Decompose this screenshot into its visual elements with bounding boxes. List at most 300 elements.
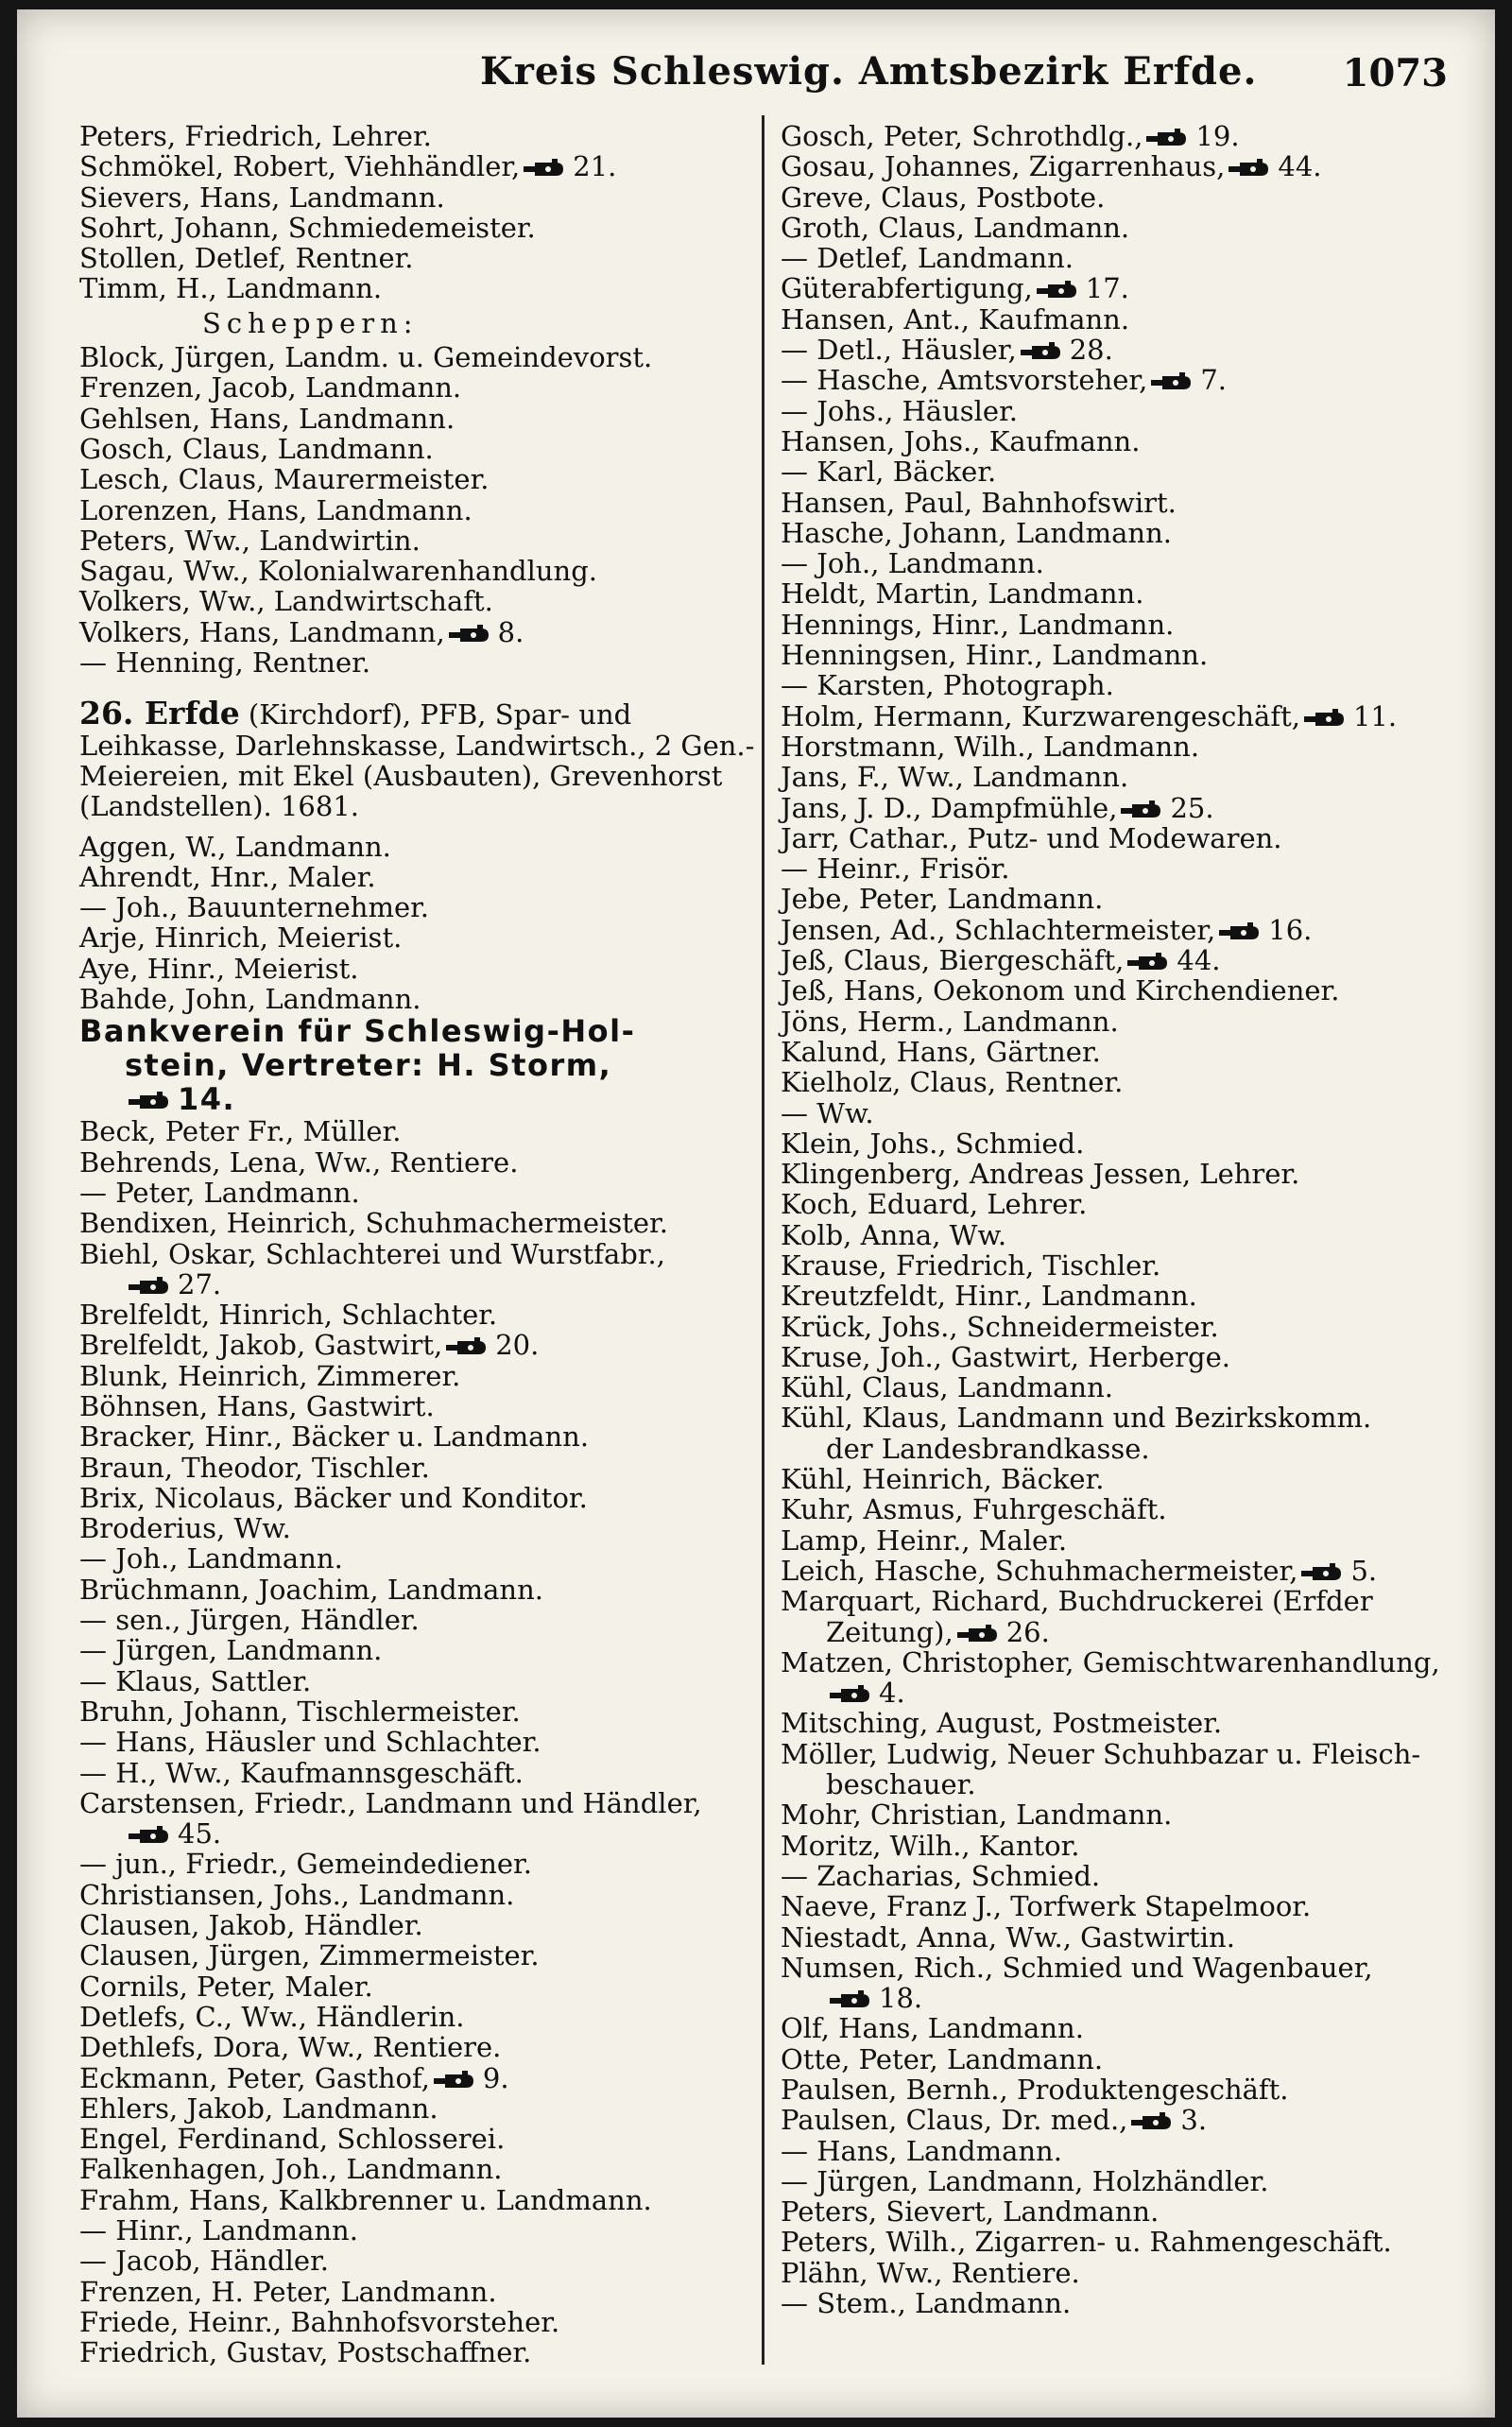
- directory-entry: [79, 2246, 747, 2276]
- directory-entry: [781, 273, 1470, 303]
- entry-text: Krück, Johs., Schneidermeister.: [781, 1310, 1219, 1343]
- entry-text: Cornils, Peter, Maler.: [79, 1970, 373, 2003]
- directory-entry: [79, 2154, 747, 2184]
- entry-text: Bruhn, Johann, Tischlermeister.: [79, 1695, 521, 1728]
- entry-text: — Jürgen, Landmann, Holzhändler.: [781, 2164, 1269, 2197]
- directory-entry: [781, 1007, 1470, 1037]
- directory-entry: [79, 2185, 747, 2215]
- entry-text: Böhnsen, Hans, Gastwirt.: [79, 1389, 435, 1422]
- directory-entry: [79, 2093, 747, 2124]
- directory-entry: [79, 273, 747, 303]
- telephone-hand-icon: [1219, 922, 1263, 943]
- directory-page: [17, 9, 1495, 2418]
- directory-entry: [781, 2013, 1470, 2043]
- directory-entry: [781, 2166, 1470, 2196]
- entry-text: Peters, Friedrich, Lehrer.: [79, 120, 432, 152]
- directory-entry: [781, 518, 1470, 548]
- directory-entry: [79, 1971, 747, 2002]
- entry-text: Falkenhagen, Joh., Landmann.: [79, 2153, 503, 2186]
- entry-text: Krause, Friedrich, Tischler.: [781, 1248, 1161, 1282]
- directory-entry: [79, 434, 747, 464]
- directory-entry: [79, 1758, 747, 1788]
- phone-number: 28.: [1069, 334, 1113, 367]
- telephone-hand-icon: [830, 1685, 873, 1706]
- entry-text: — Heinr., Frisör.: [781, 852, 1010, 886]
- entry-text: Kühl, Klaus, Landmann und Bezirkskomm.: [781, 1402, 1372, 1435]
- phone-number: 4.: [879, 1677, 905, 1710]
- right-column: [781, 121, 1470, 2318]
- directory-entry: [781, 701, 1470, 732]
- directory-entry: [79, 1421, 747, 1452]
- directory-entry: [781, 915, 1470, 945]
- directory-entry: [79, 182, 747, 213]
- entry-text: Kühl, Heinrich, Bäcker.: [781, 1463, 1105, 1496]
- entry-text: Detlefs, C., Ww., Händlerin.: [79, 2000, 465, 2033]
- directory-entry: [781, 2288, 1470, 2318]
- directory-entry: [79, 617, 747, 647]
- entry-text: Mitsching, August, Postmeister.: [781, 1707, 1223, 1740]
- directory-entry: [781, 1831, 1470, 1861]
- directory-entry: [79, 1178, 747, 1208]
- phone-number: 44.: [1177, 944, 1221, 977]
- entry-text: Arje, Hinrich, Meierist.: [79, 921, 403, 955]
- entry-text: — Jacob, Händler.: [79, 2245, 329, 2278]
- telephone-hand-icon: [1037, 281, 1080, 301]
- directory-entry: [781, 1342, 1470, 1372]
- directory-entry: [79, 1788, 747, 1818]
- entry-text: Volkers, Ww., Landwirtschaft.: [79, 585, 493, 618]
- directory-entry: [79, 464, 747, 494]
- telephone-hand-icon: [1131, 2112, 1175, 2133]
- directory-entry: [79, 1849, 747, 1879]
- directory-entry: [79, 2063, 747, 2093]
- entry-text: Beck, Peter Fr., Müller.: [79, 1115, 402, 1148]
- entry-text: Sagau, Ww., Kolonialwarenhandlung.: [79, 555, 597, 588]
- directory-entry: [79, 1575, 747, 1605]
- entry-text: — Peter, Landmann.: [79, 1176, 360, 1209]
- directory-entry: [781, 1403, 1470, 1433]
- entry-text: Hansen, Paul, Bahnhofswirt.: [781, 486, 1177, 519]
- directory-entry: [781, 1617, 1470, 1647]
- entry-text: Leihkasse, Darlehnskasse, Landwirtsch., 2 Gen.-: [79, 729, 755, 762]
- directory-entry: [781, 1098, 1470, 1128]
- entry-text: Klingenberg, Andreas Jessen, Lehrer.: [781, 1158, 1300, 1191]
- directory-entry: [781, 762, 1470, 792]
- directory-entry: [79, 984, 747, 1014]
- phone-number: 9.: [482, 2061, 509, 2094]
- entry-text: Broderius, Ww.: [79, 1512, 291, 1545]
- directory-entry: [79, 243, 747, 273]
- directory-entry: [79, 1543, 747, 1574]
- entry-text: Naeve, Franz J., Torfwerk Stapelmoor.: [781, 1890, 1312, 1923]
- directory-entry: [781, 1220, 1470, 1250]
- directory-entry: [79, 1147, 747, 1178]
- directory-entry: [781, 732, 1470, 762]
- entry-text: Lorenzen, Hans, Landmann.: [79, 493, 472, 526]
- directory-entry: [79, 1483, 747, 1513]
- entry-text: — Karl, Bäcker.: [781, 456, 997, 489]
- directory-entry: [781, 1159, 1470, 1189]
- entry-text: Friedrich, Gustav, Postschaffner.: [79, 2336, 532, 2369]
- entry-text: Moritz, Wilh., Kantor.: [781, 1829, 1080, 1862]
- directory-entry: [79, 2337, 747, 2367]
- entry-text: Christiansen, Johs., Landmann.: [79, 1878, 515, 1911]
- directory-entry: [79, 2032, 747, 2062]
- entry-text: Kruse, Joh., Gastwirt, Herberge.: [781, 1340, 1230, 1373]
- telephone-hand-icon: [1021, 342, 1064, 363]
- entry-text: Jeß, Hans, Oekonom und Kirchendiener.: [781, 974, 1340, 1007]
- telephone-hand-icon: [1304, 709, 1348, 730]
- entry-text: Frenzen, Jacob, Landmann.: [79, 371, 462, 404]
- entry-text: Güterabfertigung,: [781, 272, 1033, 305]
- entry-text: — Henning, Rentner.: [79, 646, 371, 680]
- directory-entry: [781, 1647, 1470, 1678]
- entry-text: Kielholz, Claus, Rentner.: [781, 1066, 1124, 1099]
- directory-entry: [781, 2227, 1470, 2257]
- directory-entry: [79, 586, 747, 616]
- phone-number: 44.: [1278, 150, 1322, 183]
- entry-text: Clausen, Jakob, Händler.: [79, 1909, 423, 1942]
- directory-entry: [79, 2002, 747, 2032]
- entry-text: Friede, Heinr., Bahnhofsvorsteher.: [79, 2305, 560, 2338]
- entry-text: 26. Erfde (Kirchdorf), PFB, Spar- und: [79, 695, 632, 732]
- telephone-hand-icon: [1127, 953, 1171, 973]
- directory-entry: [781, 121, 1470, 151]
- phone-number: 11.: [1352, 699, 1398, 732]
- phone-number: 21.: [573, 150, 617, 183]
- phone-number: 27.: [178, 1267, 222, 1300]
- entry-text: — Stem., Landmann.: [781, 2287, 1072, 2320]
- entry-text: Klein, Johs., Schmied.: [781, 1127, 1085, 1160]
- entry-text: Gehlsen, Hans, Landmann.: [79, 402, 455, 435]
- entry-text: — Joh., Landmann.: [79, 1542, 343, 1575]
- entry-text: — Detl., Häusler,: [781, 334, 1017, 367]
- entry-text: Bahde, John, Landmann.: [79, 983, 421, 1016]
- directory-entry: [79, 151, 747, 181]
- telephone-hand-icon: [524, 159, 567, 180]
- entry-text: Koch, Eduard, Lehrer.: [781, 1188, 1088, 1221]
- phone-number: 5.: [1350, 1554, 1378, 1587]
- entry-text: — Zacharias, Schmied.: [781, 1859, 1101, 1892]
- directory-entry: [781, 304, 1470, 335]
- directory-entry: [79, 1082, 747, 1116]
- entry-text: Henningsen, Hinr., Landmann.: [781, 639, 1209, 672]
- entry-text: Leich, Hasche, Schuhmachermeister,: [781, 1554, 1298, 1587]
- directory-entry: [79, 1048, 747, 1082]
- directory-entry: [781, 2105, 1470, 2135]
- entry-text: Brelfeldt, Jakob, Gastwirt,: [79, 1329, 443, 1362]
- entry-text: Lesch, Claus, Maurermeister.: [79, 463, 490, 496]
- entry-text: — Klaus, Sattler.: [79, 1664, 312, 1697]
- directory-entry: [79, 1727, 747, 1757]
- directory-entry: [79, 404, 747, 434]
- directory-entry: [781, 1312, 1470, 1342]
- directory-entry: [781, 456, 1470, 487]
- entry-text: — Hasche, Amtsvorsteher,: [781, 364, 1148, 397]
- entry-text: Lamp, Heinr., Maler.: [781, 1523, 1068, 1557]
- entry-text: — Detlef, Landmann.: [781, 242, 1074, 275]
- directory-entry: [781, 2258, 1470, 2288]
- directory-entry: [79, 647, 747, 678]
- directory-entry: [781, 1586, 1470, 1616]
- directory-entry: [781, 2044, 1470, 2074]
- directory-entry: [79, 556, 747, 586]
- phone-number: 19.: [1195, 120, 1240, 152]
- entry-text: Bendixen, Heinrich, Schuhmachermeister.: [79, 1207, 668, 1240]
- entry-text: Groth, Claus, Landmann.: [781, 211, 1130, 244]
- entry-text: — Joh., Landmann.: [781, 547, 1044, 580]
- entry-text: Kreutzfeldt, Hinr., Landmann.: [781, 1280, 1197, 1313]
- directory-entry: [79, 2307, 747, 2337]
- directory-entry: [781, 2136, 1470, 2166]
- entry-text: Biehl, Oskar, Schlachterei und Wurstfabr.,: [79, 1237, 665, 1270]
- telephone-hand-icon: [129, 1092, 172, 1112]
- directory-entry: [79, 2277, 747, 2307]
- entry-text: Niestadt, Anna, Ww., Gastwirtin.: [781, 1920, 1235, 1954]
- directory-entry: [781, 1525, 1470, 1556]
- entry-text: Mohr, Christian, Landmann.: [781, 1799, 1173, 1832]
- directory-entry: [781, 1891, 1470, 1921]
- directory-entry: [781, 1739, 1470, 1769]
- directory-entry: [79, 1391, 747, 1421]
- directory-entry: [79, 2124, 747, 2154]
- entry-text: Zeitung),: [826, 1615, 954, 1648]
- directory-entry: [781, 1434, 1470, 1464]
- phone-number: 3.: [1180, 2104, 1208, 2137]
- directory-entry: [79, 1269, 747, 1300]
- telephone-hand-icon: [1228, 159, 1272, 180]
- entry-text: Olf, Hans, Landmann.: [781, 2012, 1084, 2045]
- directory-entry: [79, 1666, 747, 1696]
- directory-entry: [79, 2215, 747, 2246]
- directory-entry: [79, 372, 747, 403]
- directory-entry: [781, 365, 1470, 395]
- entry-text: — Ww.: [781, 1096, 874, 1129]
- entry-text: Ehlers, Jakob, Landmann.: [79, 2091, 438, 2125]
- directory-entry: [781, 578, 1470, 609]
- entry-text: beschauer.: [826, 1768, 976, 1801]
- directory-entry: [781, 1799, 1470, 1830]
- entry-text: — Karsten, Photograph.: [781, 669, 1114, 702]
- entry-text: Greve, Claus, Postbote.: [781, 181, 1106, 214]
- directory-entry: [781, 1189, 1470, 1219]
- entry-text: Otte, Peter, Landmann.: [781, 2042, 1104, 2075]
- entry-text: Timm, H., Landmann.: [79, 272, 383, 305]
- entry-text: Gosau, Johannes, Zigarrenhaus,: [781, 150, 1226, 183]
- directory-entry: [79, 121, 747, 151]
- directory-entry: [781, 1556, 1470, 1586]
- entry-text: Stollen, Detlef, Rentner.: [79, 242, 414, 275]
- telephone-hand-icon: [957, 1625, 1001, 1645]
- phone-number: 8.: [497, 615, 524, 648]
- directory-entry: [79, 1696, 747, 1727]
- phone-number: 16.: [1268, 913, 1313, 946]
- telephone-hand-icon: [830, 1990, 873, 2011]
- directory-entry: [781, 335, 1470, 365]
- phone-number: 25.: [1170, 791, 1214, 824]
- directory-entry: [79, 308, 747, 338]
- entry-text: Jeß, Claus, Biergeschäft,: [781, 944, 1125, 977]
- entry-text: — Hans, Landmann.: [781, 2134, 1062, 2167]
- entry-text: Jans, F., Ww., Landmann.: [781, 761, 1129, 794]
- phone-number: 7.: [1200, 364, 1227, 397]
- telephone-hand-icon: [449, 625, 492, 645]
- page-header: [17, 43, 1495, 110]
- directory-entry: [781, 1678, 1470, 1708]
- entry-text: Scheppern:: [202, 306, 419, 339]
- directory-entry: [79, 1818, 747, 1849]
- directory-entry: [781, 640, 1470, 670]
- directory-entry: [79, 862, 747, 892]
- entry-text: Jans, J. D., Dampfmühle,: [781, 791, 1118, 824]
- directory-entry: [79, 525, 747, 556]
- entry-text: Paulsen, Bernh., Produktengeschäft.: [781, 2074, 1289, 2106]
- directory-entry: [781, 945, 1470, 975]
- directory-entry: [79, 1361, 747, 1391]
- directory-entry: [79, 922, 747, 953]
- entry-text: — jun., Friedr., Gemeindediener.: [79, 1848, 532, 1881]
- entry-text: Jarr, Cathar., Putz- und Modewaren.: [781, 821, 1282, 854]
- entry-text: Kühl, Claus, Landmann.: [781, 1371, 1113, 1404]
- directory-entry: [781, 1067, 1470, 1097]
- directory-entry: [781, 884, 1470, 914]
- directory-entry: [781, 1464, 1470, 1494]
- entry-text: Brelfeldt, Hinrich, Schlachter.: [79, 1299, 498, 1332]
- telephone-hand-icon: [446, 1337, 490, 1358]
- entry-text: Paulsen, Claus, Dr. med.,: [781, 2104, 1128, 2137]
- telephone-hand-icon: [1301, 1563, 1345, 1584]
- entry-text: — Johs., Häusler.: [781, 394, 1018, 427]
- directory-entry: [79, 1513, 747, 1543]
- entry-text: Numsen, Rich., Schmied und Wagenbauer,: [781, 1951, 1373, 1984]
- entry-text: Jensen, Ad., Schlachtermeister,: [781, 913, 1216, 946]
- directory-entry: [79, 495, 747, 525]
- directory-entry: [79, 832, 747, 862]
- entry-text: Hansen, Ant., Kaufmann.: [781, 302, 1130, 336]
- directory-entry: [781, 182, 1470, 213]
- entry-text: Jöns, Herm., Landmann.: [781, 1005, 1119, 1038]
- directory-entry: [781, 853, 1470, 884]
- entry-text: Braun, Theodor, Tischler.: [79, 1451, 430, 1484]
- directory-entry: [79, 954, 747, 984]
- entry-text: Engel, Ferdinand, Schlosserei.: [79, 2123, 506, 2156]
- entry-text: Bankverein für Schleswig-Hol-: [79, 1013, 636, 1050]
- entry-text: Marquart, Richard, Buchdruckerei (Erfder: [781, 1585, 1373, 1618]
- directory-entry: [79, 892, 747, 922]
- telephone-hand-icon: [1151, 372, 1194, 393]
- directory-entry: [79, 761, 747, 791]
- phone-number: 17.: [1085, 272, 1129, 305]
- left-column: [79, 120, 755, 2369]
- entry-text: Kalund, Hans, Gärtner.: [781, 1035, 1101, 1068]
- phone-number: 18.: [879, 1982, 923, 2015]
- entry-text: Möller, Ludwig, Neuer Schuhbazar u. Fleisch-: [781, 1737, 1421, 1770]
- entry-text: Brix, Nicolaus, Bäcker und Konditor.: [79, 1481, 588, 1514]
- entry-text: — H., Ww., Kaufmannsgeschäft.: [79, 1756, 524, 1789]
- entry-text: Brüchmann, Joachim, Landmann.: [79, 1573, 544, 1606]
- entry-text: Plähn, Ww., Rentiere.: [781, 2256, 1080, 2289]
- directory-entry: [781, 426, 1470, 456]
- entry-text: Hansen, Johs., Kaufmann.: [781, 424, 1141, 457]
- directory-entry: [79, 1330, 747, 1360]
- entry-text: Frenzen, H. Peter, Landmann.: [79, 2275, 497, 2308]
- phone-number: 45.: [178, 1817, 222, 1850]
- entry-text: Peters, Sievert, Landmann.: [781, 2195, 1160, 2229]
- telephone-hand-icon: [1146, 129, 1190, 149]
- directory-entry: [781, 2074, 1470, 2105]
- entry-text: Bracker, Hinr., Bäcker u. Landmann.: [79, 1420, 590, 1454]
- entry-text: Heldt, Martin, Landmann.: [781, 577, 1144, 611]
- directory-entry: [781, 1250, 1470, 1281]
- entry-text: Kuhr, Asmus, Fuhrgeschäft.: [781, 1493, 1167, 1526]
- directory-entry: [781, 1037, 1470, 1067]
- directory-entry: [781, 975, 1470, 1006]
- directory-entry: [79, 695, 747, 732]
- directory-entry: [781, 793, 1470, 823]
- directory-entry: [781, 1953, 1470, 1983]
- entry-text: Sievers, Hans, Landmann.: [79, 181, 445, 214]
- directory-entry: [781, 1983, 1470, 2013]
- entry-text: (Landstellen). 1681.: [79, 790, 359, 823]
- directory-entry: [781, 1708, 1470, 1738]
- directory-entry: [79, 213, 747, 243]
- entry-text: — Hans, Häusler und Schlachter.: [79, 1726, 541, 1759]
- directory-entry: [79, 1605, 747, 1635]
- directory-entry: [781, 670, 1470, 700]
- directory-entry: [781, 1281, 1470, 1311]
- directory-entry: [79, 729, 755, 762]
- entry-text: Schmökel, Robert, Viehhändler,: [79, 150, 521, 183]
- page-title: Kreis Schleswig. Amtsbezirk Erfde.: [480, 49, 1258, 94]
- entry-text: der Landesbrandkasse.: [826, 1432, 1150, 1465]
- entry-text: Peters, Ww., Landwirtin.: [79, 524, 421, 557]
- phone-number: 20.: [495, 1329, 540, 1362]
- entry-text: Peters, Wilh., Zigarren- u. Rahmengeschäft.: [781, 2226, 1392, 2259]
- entry-text: — sen., Jürgen, Händler.: [79, 1604, 420, 1637]
- directory-entry: [79, 791, 747, 821]
- entry-text: Ahrendt, Hnr., Maler.: [79, 860, 376, 893]
- entry-text: Dethlefs, Dora, Ww., Rentiere.: [79, 2031, 502, 2064]
- directory-entry: [781, 1769, 1470, 1799]
- telephone-hand-icon: [129, 1826, 172, 1847]
- directory-entry: [781, 243, 1470, 273]
- entry-text: Meiereien, mit Ekel (Ausbauten), Grevenhorst: [79, 759, 723, 792]
- phone-number: 26.: [1005, 1615, 1050, 1648]
- directory-entry: [79, 1453, 747, 1483]
- directory-entry: [781, 396, 1470, 426]
- entry-text: Holm, Hermann, Kurzwarengeschäft,: [781, 699, 1300, 732]
- entry-text: Gosch, Claus, Landmann.: [79, 432, 434, 465]
- entry-text: Jebe, Peter, Landmann.: [781, 883, 1104, 916]
- entry-text: Sohrt, Johann, Schmiedemeister.: [79, 211, 536, 244]
- entry-text: Aye, Hinr., Meierist.: [79, 952, 359, 985]
- directory-entry: [79, 1014, 747, 1048]
- directory-entry: [79, 1239, 747, 1269]
- directory-entry: [781, 610, 1470, 640]
- entry-text: Carstensen, Friedr., Landmann und Händler,: [79, 1786, 702, 1819]
- entry-text: Frahm, Hans, Kalkbrenner u. Landmann.: [79, 2183, 652, 2216]
- directory-entry: [79, 1208, 747, 1238]
- entry-text: Blunk, Heinrich, Zimmerer.: [79, 1359, 461, 1392]
- entry-text: Matzen, Christopher, Gemischtwarenhandlung,: [781, 1645, 1440, 1678]
- column-divider: [762, 115, 765, 2365]
- directory-entry: [79, 1300, 747, 1330]
- entry-text: Kolb, Anna, Ww.: [781, 1218, 1007, 1251]
- directory-entry: [781, 488, 1470, 518]
- directory-entry: [79, 1940, 747, 1971]
- directory-entry: [781, 1494, 1470, 1524]
- directory-entry: [79, 342, 747, 372]
